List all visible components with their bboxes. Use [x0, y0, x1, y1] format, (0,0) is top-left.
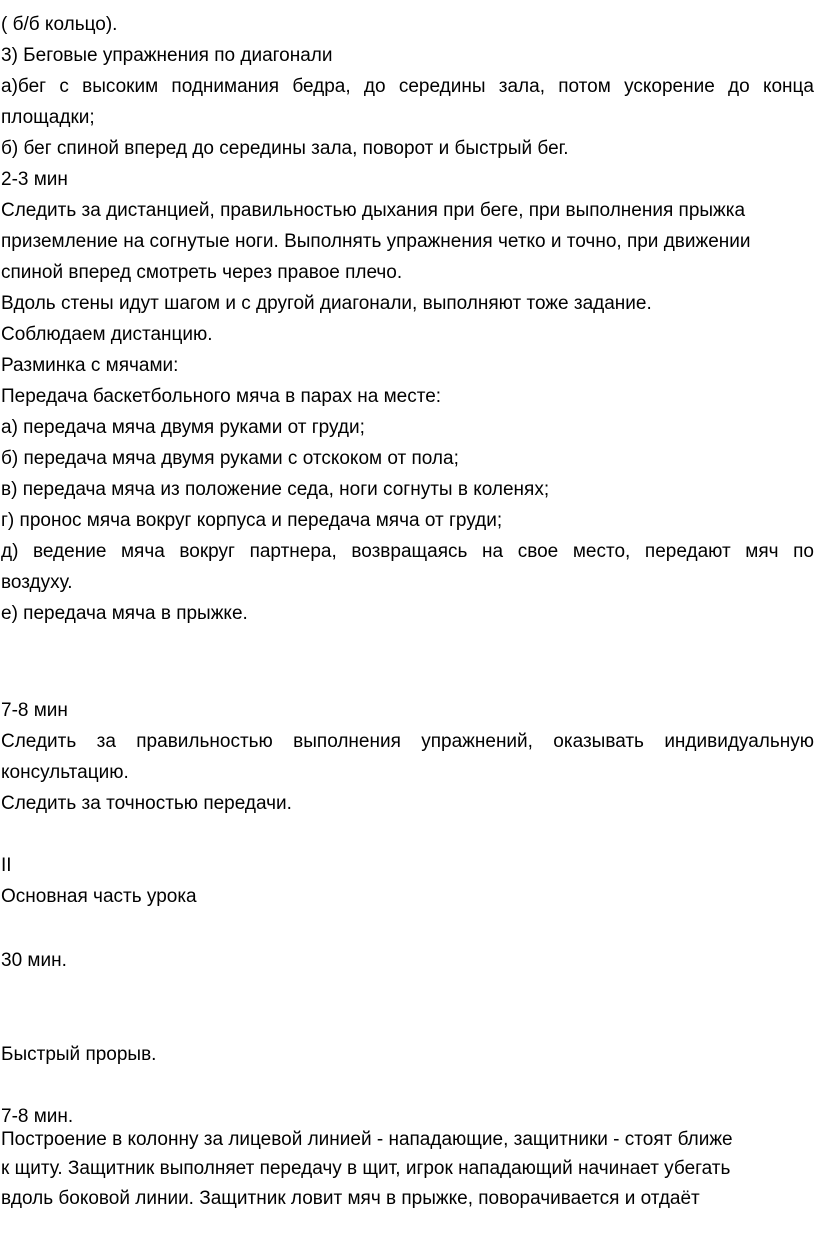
text-line: консультацию. [1, 762, 129, 783]
text-line: 7-8 мин. [1, 1106, 74, 1127]
text-line: вдоль боковой линии. Защитник ловит мяч в прыжке, поворачивается и отдаёт [1, 1188, 700, 1209]
text-line: 2-3 мин [1, 169, 68, 190]
text-line: 7-8 мин [1, 700, 68, 721]
text-line: Разминка с мячами: [1, 355, 179, 376]
text-line: д) ведение мяча вокруг партнера, возвращаясь на свое место, передают мяч по [1, 541, 814, 562]
text-line: б) бег спиной вперед до середины зала, поворот и быстрый бег. [1, 138, 569, 159]
text-line: площадки; [1, 107, 95, 128]
text-line: Следить за дистанцией, правильностью дыхания при беге, при выполнения прыжка [1, 200, 746, 221]
text-line: приземление на согнутые ноги. Выполнять упражнения четко и точно, при движении [1, 231, 751, 252]
text-line: Следить за точностью передачи. [1, 793, 292, 814]
text-line: в) передача мяча из положение седа, ноги согнуты в коленях; [1, 479, 550, 500]
text-line: 3) Беговые упражнения по диагонали [1, 45, 333, 66]
text-line: г) пронос мяча вокруг корпуса и передача мяча от груди; [1, 510, 503, 531]
text-line: Вдоль стены идут шагом и с другой диагонали, выполняют тоже задание. [1, 293, 652, 314]
text-line: Быстрый прорыв. [1, 1044, 157, 1065]
text-line: воздуху. [1, 572, 73, 593]
text-line: 30 мин. [1, 950, 67, 971]
text-line: Построение в колонну за лицевой линией - нападающие, защитники - стоят ближе [1, 1129, 733, 1150]
text-line: спиной вперед смотреть через правое плечо. [1, 262, 403, 283]
text-line: Соблюдаем дистанцию. [1, 324, 213, 345]
text-line: е) передача мяча в прыжке. [1, 603, 248, 624]
text-line: Передача баскетбольного мяча в парах на месте: [1, 386, 442, 407]
text-line: б) передача мяча двумя руками с отскоком от пола; [1, 448, 459, 469]
text-line: а) передача мяча двумя руками от груди; [1, 417, 365, 438]
text-line: Основная часть урока [1, 886, 197, 907]
text-line: II [1, 855, 12, 876]
text-line: к щиту. Защитник выполняет передачу в щит, игрок нападающий начинает убегать [1, 1158, 731, 1179]
text-line: Следить за правильностью выполнения упражнений, оказывать индивидуальную [1, 731, 814, 752]
text-line: а)бег с высоким поднимания бедра, до середины зала, потом ускорение до конца [1, 76, 814, 97]
text-line: ( б/б кольцо). [1, 14, 118, 35]
